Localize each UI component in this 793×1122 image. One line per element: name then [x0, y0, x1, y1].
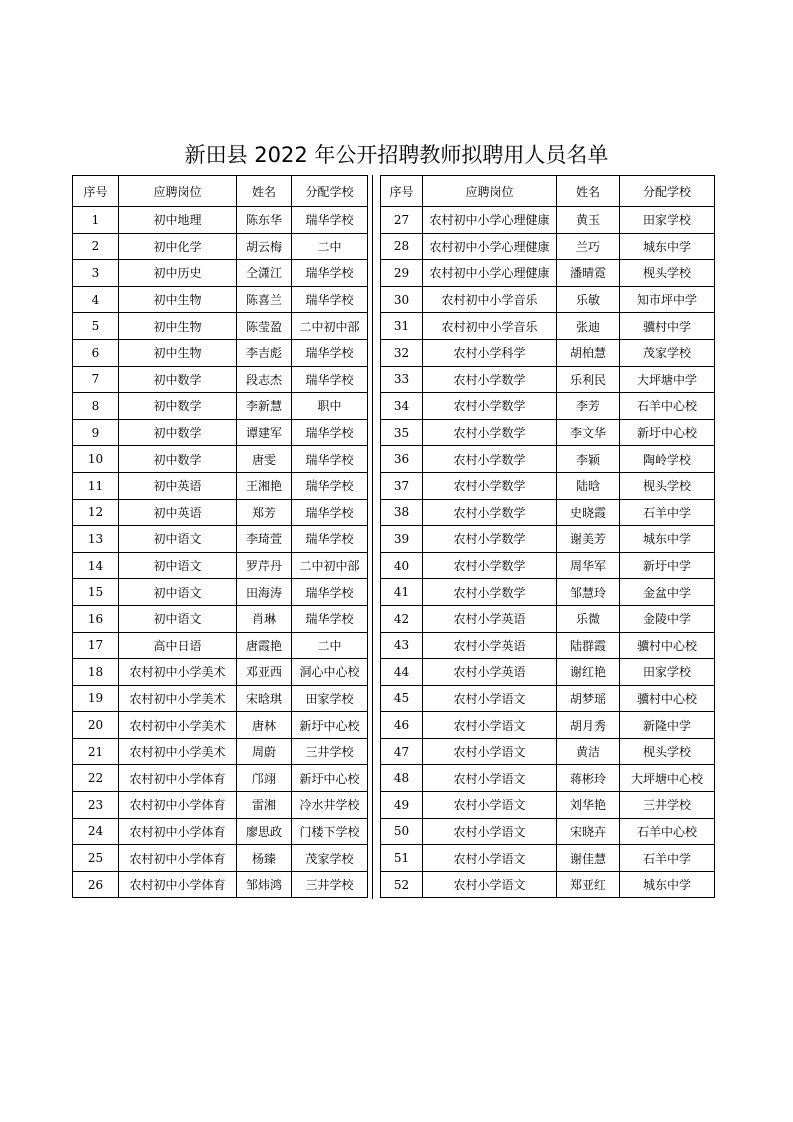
cell-name: 兰巧 [557, 233, 620, 260]
table-row [381, 871, 715, 898]
cell-no: 52 [381, 871, 423, 898]
cell-school: 瑞华学校 [292, 446, 368, 473]
cell-school: 茂家学校 [620, 339, 715, 366]
cell-no: 37 [381, 472, 423, 499]
cell-post: 农村初中小学体育 [119, 845, 237, 872]
table-row [73, 605, 368, 632]
cell-school: 茂家学校 [292, 845, 368, 872]
cell-no: 44 [381, 659, 423, 686]
table-row [73, 526, 368, 553]
cell-school: 瑞华学校 [292, 472, 368, 499]
cell-school: 新圩中心校 [292, 712, 368, 739]
cell-post: 农村小学科学 [423, 339, 557, 366]
table-row [381, 659, 715, 686]
cell-name: 谢美芳 [557, 526, 620, 553]
table-row [381, 605, 715, 632]
cell-name: 李新慧 [237, 393, 292, 420]
cell-post: 农村初中小学体育 [119, 818, 237, 845]
cell-post: 农村初中小学美术 [119, 685, 237, 712]
cell-post: 初中语文 [119, 526, 237, 553]
cell-name: 郑亚红 [557, 871, 620, 898]
cell-post: 农村初中小学音乐 [423, 313, 557, 340]
cell-school: 瑞华学校 [292, 526, 368, 553]
table-row [381, 579, 715, 606]
cell-no: 14 [73, 552, 119, 579]
table-row [73, 419, 368, 446]
cell-name: 胡梦瑶 [557, 685, 620, 712]
cell-name: 邹慧玲 [557, 579, 620, 606]
cell-post: 农村小学语文 [423, 871, 557, 898]
table-row [381, 339, 715, 366]
cell-school: 田家学校 [292, 685, 368, 712]
cell-school: 金盆中学 [620, 579, 715, 606]
table-row [73, 393, 368, 420]
cell-post: 初中生物 [119, 313, 237, 340]
cell-name: 宋晓卉 [557, 818, 620, 845]
cell-name: 谢佳慧 [557, 845, 620, 872]
cell-no: 40 [381, 552, 423, 579]
cell-no: 35 [381, 419, 423, 446]
cell-school: 瑞华学校 [292, 499, 368, 526]
cell-name: 邓亚西 [237, 659, 292, 686]
cell-post: 农村小学英语 [423, 605, 557, 632]
cell-post: 农村初中小学美术 [119, 712, 237, 739]
cell-post: 农村小学数学 [423, 552, 557, 579]
cell-name: 谢红艳 [557, 659, 620, 686]
table-row [381, 632, 715, 659]
cell-school: 瑞华学校 [292, 339, 368, 366]
table-row [381, 472, 715, 499]
cell-school: 二中初中部 [292, 313, 368, 340]
cell-no: 28 [381, 233, 423, 260]
cell-no: 29 [381, 260, 423, 287]
cell-school: 城东中学 [620, 526, 715, 553]
cell-no: 4 [73, 286, 119, 313]
cell-school: 陶岭学校 [620, 446, 715, 473]
cell-school: 大坪塘中学 [620, 366, 715, 393]
cell-school: 新圩中心校 [620, 419, 715, 446]
cell-post: 农村初中小学音乐 [423, 286, 557, 313]
cell-post: 农村小学数学 [423, 393, 557, 420]
page-title: 新田县 2022 年公开招聘教师拟聘用人员名单 [184, 143, 609, 167]
cell-no: 32 [381, 339, 423, 366]
cell-name: 仝潇江 [237, 260, 292, 287]
cell-school: 二中 [292, 233, 368, 260]
table-divider-line [372, 175, 373, 899]
right-roster-table [380, 175, 715, 898]
cell-no: 31 [381, 313, 423, 340]
cell-no: 25 [73, 845, 119, 872]
cell-name: 李文华 [557, 419, 620, 446]
cell-post: 初中语文 [119, 605, 237, 632]
table-row [381, 260, 715, 287]
cell-post: 初中地理 [119, 207, 237, 234]
cell-school: 枧头学校 [620, 472, 715, 499]
cell-name: 李琦萱 [237, 526, 292, 553]
cell-name: 罗芹丹 [237, 552, 292, 579]
table-row [381, 419, 715, 446]
header-school: 分配学校 [292, 176, 368, 207]
cell-name: 陈喜兰 [237, 286, 292, 313]
cell-no: 9 [73, 419, 119, 446]
table-row [73, 313, 368, 340]
cell-post: 农村小学语文 [423, 738, 557, 765]
cell-name: 邝翊 [237, 765, 292, 792]
cell-school: 瑞华学校 [292, 579, 368, 606]
cell-school: 骥村中心校 [620, 632, 715, 659]
cell-no: 33 [381, 366, 423, 393]
cell-school: 瑞华学校 [292, 286, 368, 313]
cell-name: 蒋彬玲 [557, 765, 620, 792]
table-row [381, 792, 715, 819]
cell-post: 农村小学英语 [423, 632, 557, 659]
cell-post: 初中英语 [119, 472, 237, 499]
cell-school: 知市坪中学 [620, 286, 715, 313]
cell-no: 23 [73, 792, 119, 819]
cell-no: 27 [381, 207, 423, 234]
cell-post: 农村小学数学 [423, 499, 557, 526]
header-school: 分配学校 [620, 176, 715, 207]
cell-school: 三井学校 [292, 871, 368, 898]
header-name: 姓名 [237, 176, 292, 207]
cell-no: 24 [73, 818, 119, 845]
table-row [381, 313, 715, 340]
cell-no: 39 [381, 526, 423, 553]
cell-post: 农村小学语文 [423, 845, 557, 872]
cell-no: 22 [73, 765, 119, 792]
cell-name: 陆晗 [557, 472, 620, 499]
cell-school: 瑞华学校 [292, 260, 368, 287]
table-row [73, 738, 368, 765]
cell-no: 30 [381, 286, 423, 313]
cell-no: 8 [73, 393, 119, 420]
cell-school: 瑞华学校 [292, 419, 368, 446]
cell-name: 唐霞艳 [237, 632, 292, 659]
cell-school: 三井学校 [620, 792, 715, 819]
cell-school: 瑞华学校 [292, 366, 368, 393]
table-header-row [381, 176, 715, 207]
cell-no: 38 [381, 499, 423, 526]
cell-no: 34 [381, 393, 423, 420]
table-row [381, 552, 715, 579]
cell-name: 胡云梅 [237, 233, 292, 260]
table-row [381, 526, 715, 553]
cell-name: 周蔚 [237, 738, 292, 765]
cell-no: 16 [73, 605, 119, 632]
cell-school: 瑞华学校 [292, 605, 368, 632]
cell-post: 农村初中小学心理健康 [423, 233, 557, 260]
header-name: 姓名 [557, 176, 620, 207]
cell-name: 陈莹盈 [237, 313, 292, 340]
table-row [73, 818, 368, 845]
cell-post: 农村初中小学美术 [119, 738, 237, 765]
cell-name: 谭建军 [237, 419, 292, 446]
cell-school: 田家学校 [620, 659, 715, 686]
cell-name: 乐利民 [557, 366, 620, 393]
cell-name: 陈东华 [237, 207, 292, 234]
table-row [73, 632, 368, 659]
cell-post: 初中生物 [119, 339, 237, 366]
cell-post: 初中生物 [119, 286, 237, 313]
cell-name: 乐微 [557, 605, 620, 632]
table-row [73, 712, 368, 739]
cell-school: 田家学校 [620, 207, 715, 234]
cell-no: 49 [381, 792, 423, 819]
cell-no: 43 [381, 632, 423, 659]
cell-post: 农村小学数学 [423, 419, 557, 446]
table-row [381, 685, 715, 712]
table-row [73, 260, 368, 287]
cell-no: 10 [73, 446, 119, 473]
cell-no: 11 [73, 472, 119, 499]
cell-post: 初中数学 [119, 446, 237, 473]
table-row [73, 845, 368, 872]
right-table-body [381, 207, 715, 898]
cell-name: 黄洁 [557, 738, 620, 765]
cell-school: 骥村中学 [620, 313, 715, 340]
table-row [381, 233, 715, 260]
cell-name: 邹炜鸿 [237, 871, 292, 898]
cell-no: 48 [381, 765, 423, 792]
cell-school: 枧头学校 [620, 738, 715, 765]
cell-name: 李芳 [557, 393, 620, 420]
cell-school: 石羊中心校 [620, 393, 715, 420]
cell-name: 乐敏 [557, 286, 620, 313]
cell-no: 17 [73, 632, 119, 659]
table-row [73, 446, 368, 473]
cell-no: 51 [381, 845, 423, 872]
cell-school: 新圩中学 [620, 552, 715, 579]
cell-school: 石羊中学 [620, 499, 715, 526]
cell-no: 45 [381, 685, 423, 712]
table-row [381, 446, 715, 473]
cell-post: 农村初中小学体育 [119, 792, 237, 819]
cell-name: 田海涛 [237, 579, 292, 606]
cell-school: 石羊中心校 [620, 818, 715, 845]
cell-post: 农村小学语文 [423, 792, 557, 819]
table-row [381, 286, 715, 313]
cell-no: 47 [381, 738, 423, 765]
cell-post: 农村初中小学美术 [119, 659, 237, 686]
cell-name: 张迪 [557, 313, 620, 340]
cell-name: 胡柏慧 [557, 339, 620, 366]
table-row [73, 579, 368, 606]
header-post: 应聘岗位 [423, 176, 557, 207]
cell-post: 农村初中小学心理健康 [423, 260, 557, 287]
cell-school: 三井学校 [292, 738, 368, 765]
cell-post: 农村小学数学 [423, 366, 557, 393]
cell-school: 新隆中学 [620, 712, 715, 739]
cell-post: 初中历史 [119, 260, 237, 287]
cell-no: 19 [73, 685, 119, 712]
cell-school: 城东中学 [620, 871, 715, 898]
cell-school: 城东中学 [620, 233, 715, 260]
cell-no: 12 [73, 499, 119, 526]
cell-school: 枧头学校 [620, 260, 715, 287]
cell-no: 26 [73, 871, 119, 898]
cell-no: 2 [73, 233, 119, 260]
cell-name: 杨臻 [237, 845, 292, 872]
cell-name: 段志杰 [237, 366, 292, 393]
table-row [73, 871, 368, 898]
cell-post: 农村初中小学心理健康 [423, 207, 557, 234]
cell-no: 6 [73, 339, 119, 366]
cell-post: 初中语文 [119, 552, 237, 579]
cell-no: 21 [73, 738, 119, 765]
cell-name: 刘华艳 [557, 792, 620, 819]
cell-name: 黄玉 [557, 207, 620, 234]
cell-post: 初中语文 [119, 579, 237, 606]
cell-post: 初中化学 [119, 233, 237, 260]
cell-school: 新圩中心校 [292, 765, 368, 792]
cell-school: 二中 [292, 632, 368, 659]
cell-name: 陆群霞 [557, 632, 620, 659]
cell-name: 唐雯 [237, 446, 292, 473]
cell-no: 1 [73, 207, 119, 234]
cell-school: 金陵中学 [620, 605, 715, 632]
cell-name: 史晓霞 [557, 499, 620, 526]
table-row [381, 366, 715, 393]
cell-post: 农村小学语文 [423, 818, 557, 845]
cell-post: 初中数学 [119, 393, 237, 420]
cell-post: 农村小学数学 [423, 526, 557, 553]
cell-name: 潘晴霓 [557, 260, 620, 287]
table-row [73, 339, 368, 366]
cell-no: 18 [73, 659, 119, 686]
cell-name: 胡月秀 [557, 712, 620, 739]
cell-no: 50 [381, 818, 423, 845]
cell-name: 唐林 [237, 712, 292, 739]
cell-name: 李颖 [557, 446, 620, 473]
cell-post: 初中英语 [119, 499, 237, 526]
cell-school: 瑞华学校 [292, 207, 368, 234]
cell-post: 初中数学 [119, 366, 237, 393]
cell-post: 农村小学语文 [423, 685, 557, 712]
cell-post: 农村初中小学体育 [119, 871, 237, 898]
header-no: 序号 [381, 176, 423, 207]
header-post: 应聘岗位 [119, 176, 237, 207]
table-row [381, 712, 715, 739]
cell-post: 农村小学英语 [423, 659, 557, 686]
cell-no: 15 [73, 579, 119, 606]
table-row [381, 845, 715, 872]
left-table-body [73, 207, 368, 898]
cell-name: 周华军 [557, 552, 620, 579]
cell-no: 36 [381, 446, 423, 473]
table-row [73, 685, 368, 712]
cell-school: 冷水井学校 [292, 792, 368, 819]
cell-name: 宋晗琪 [237, 685, 292, 712]
table-row [73, 499, 368, 526]
cell-no: 46 [381, 712, 423, 739]
table-row [381, 499, 715, 526]
table-row [73, 207, 368, 234]
cell-school: 石羊中学 [620, 845, 715, 872]
cell-post: 农村小学语文 [423, 765, 557, 792]
table-header-row [73, 176, 368, 207]
cell-no: 3 [73, 260, 119, 287]
cell-school: 门楼下学校 [292, 818, 368, 845]
cell-no: 5 [73, 313, 119, 340]
cell-no: 7 [73, 366, 119, 393]
cell-no: 20 [73, 712, 119, 739]
cell-post: 农村小学数学 [423, 579, 557, 606]
table-row [73, 366, 368, 393]
cell-name: 王湘艳 [237, 472, 292, 499]
table-row [73, 472, 368, 499]
cell-post: 初中数学 [119, 419, 237, 446]
cell-school: 大坪塘中心校 [620, 765, 715, 792]
cell-school: 洞心中心校 [292, 659, 368, 686]
cell-post: 农村小学数学 [423, 446, 557, 473]
cell-no: 41 [381, 579, 423, 606]
cell-post: 农村初中小学体育 [119, 765, 237, 792]
table-row [381, 393, 715, 420]
cell-no: 13 [73, 526, 119, 553]
table-row [381, 818, 715, 845]
header-no: 序号 [73, 176, 119, 207]
cell-school: 职中 [292, 393, 368, 420]
cell-post: 高中日语 [119, 632, 237, 659]
table-row [73, 659, 368, 686]
cell-name: 郑芳 [237, 499, 292, 526]
cell-school: 二中初中部 [292, 552, 368, 579]
cell-name: 李吉彪 [237, 339, 292, 366]
table-row [73, 286, 368, 313]
table-row [73, 233, 368, 260]
cell-no: 42 [381, 605, 423, 632]
cell-school: 骥村中心校 [620, 685, 715, 712]
table-row [381, 765, 715, 792]
cell-post: 农村小学语文 [423, 712, 557, 739]
table-row [73, 792, 368, 819]
table-row [381, 207, 715, 234]
cell-name: 雷湘 [237, 792, 292, 819]
table-row [73, 765, 368, 792]
left-roster-table [72, 175, 368, 898]
table-row [73, 552, 368, 579]
cell-post: 农村小学数学 [423, 472, 557, 499]
cell-name: 肖琳 [237, 605, 292, 632]
cell-name: 廖思政 [237, 818, 292, 845]
table-row [381, 738, 715, 765]
